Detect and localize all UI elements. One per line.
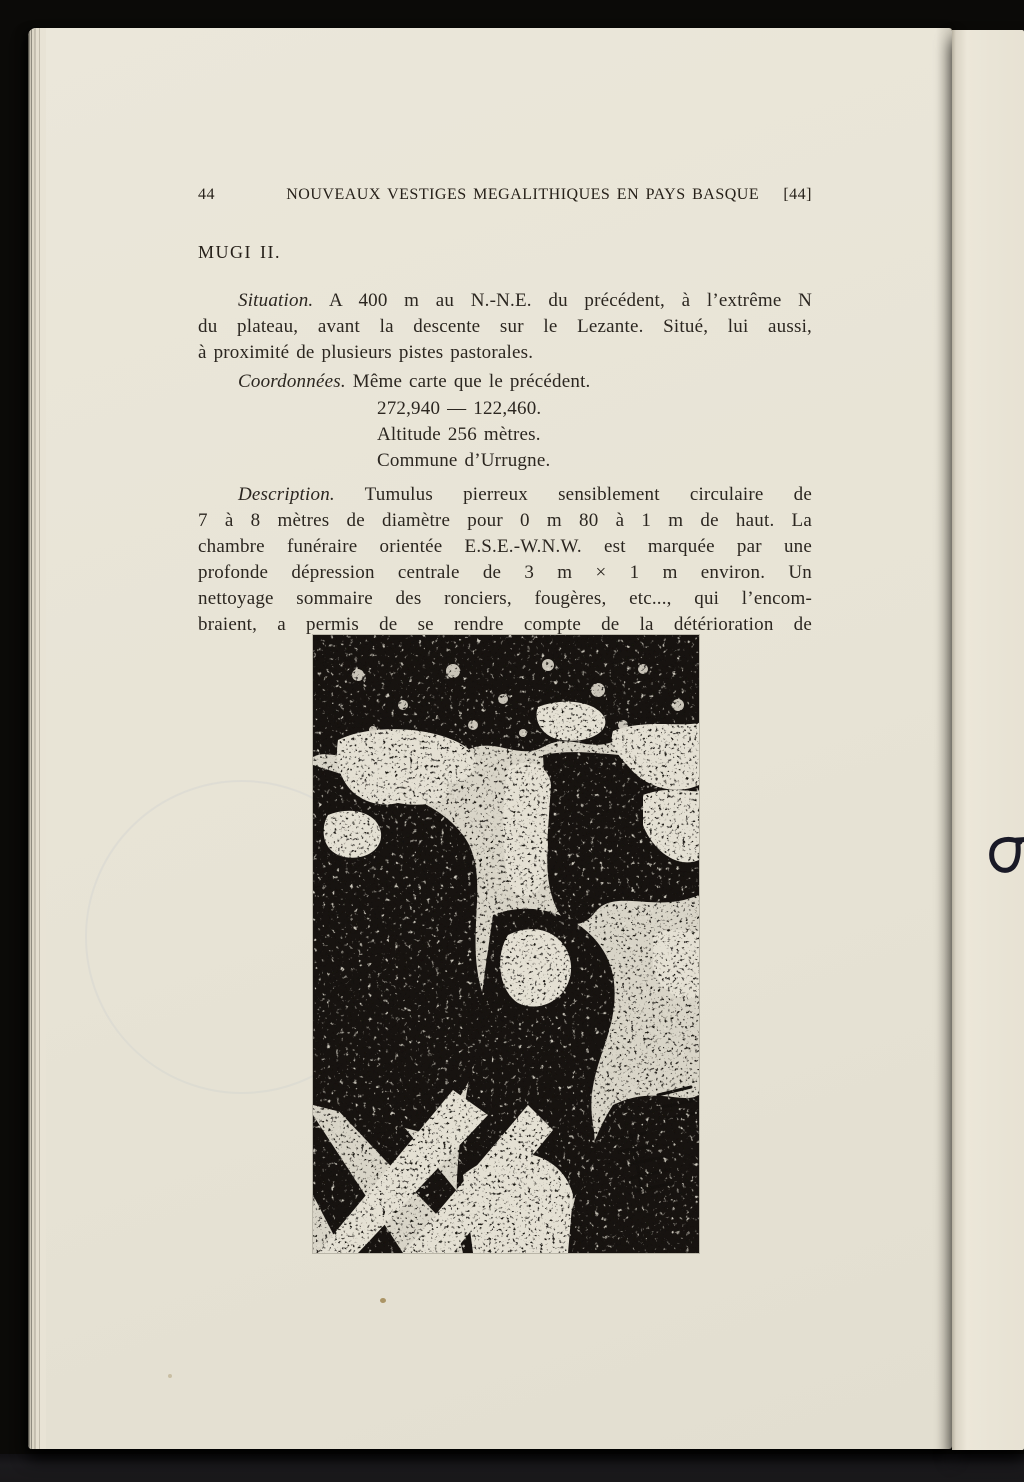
- text-line: [198, 288, 812, 314]
- description-label: Description.: [238, 484, 335, 505]
- scanned-page: [28, 28, 952, 1449]
- text-run: Même carte que le précédent.: [352, 371, 591, 392]
- text-run: Tumulus pierreux sensiblement circulaire de: [364, 484, 812, 505]
- text-line: chambre funéraire orientée E.S.E.-W.N.W. est marquée par une: [198, 536, 812, 557]
- next-page-sliver: [952, 30, 1024, 1450]
- coordinates-block: [198, 396, 812, 474]
- page-number-right: [44]: [783, 186, 812, 203]
- coordonnees-label: Coordonnées.: [238, 371, 346, 392]
- paragraph-coordonnees: [198, 369, 812, 395]
- text-line: du plateau, avant la descente sur le Lezante. Situé, lui aussi,: [198, 316, 812, 337]
- table-surface: [0, 1454, 1024, 1482]
- text-line: [198, 369, 812, 395]
- handwritten-annotation: [986, 834, 1024, 886]
- paragraph-situation: [198, 288, 812, 366]
- text-line: braient, a permis de se rendre compte de la détérioration de: [198, 614, 812, 635]
- text-run: A 400 m au N.-N.E. du précédent, à l’extrême N: [328, 290, 812, 311]
- tumulus-photo-art: [313, 635, 699, 1253]
- paragraph-description: [198, 482, 812, 638]
- text-line: nettoyage sommaire des ronciers, fougères, etc..., qui l’encom-: [198, 588, 812, 609]
- situation-label: Situation.: [238, 290, 314, 311]
- gutter-shadow: [936, 28, 952, 1449]
- handwritten-a-icon: [986, 834, 1024, 886]
- page-header: [198, 186, 812, 204]
- text-line: profonde dépression centrale de 3 m × 1 m environ. Un: [198, 562, 812, 583]
- running-title: NOUVEAUX VESTIGES MEGALITHIQUES EN PAYS BASQUE: [286, 186, 760, 203]
- tumulus-photo: [313, 635, 699, 1253]
- page-number-left: 44: [198, 186, 215, 203]
- section-heading: MUGI II.: [198, 242, 281, 262]
- commune-value: Commune d’Urrugne.: [377, 450, 551, 471]
- coordinates-value: 272,940 — 122,460.: [377, 398, 542, 419]
- altitude-value: Altitude 256 mètres.: [377, 424, 541, 445]
- text-line: à proximité de plusieurs pistes pastorales.: [198, 342, 534, 363]
- text-line: 7 à 8 mètres de diamètre pour 0 m 80 à 1 m de haut. La: [198, 510, 812, 531]
- paper-speck: [168, 1374, 172, 1378]
- text-line: [198, 482, 812, 508]
- page-stack-edges: [28, 28, 46, 1449]
